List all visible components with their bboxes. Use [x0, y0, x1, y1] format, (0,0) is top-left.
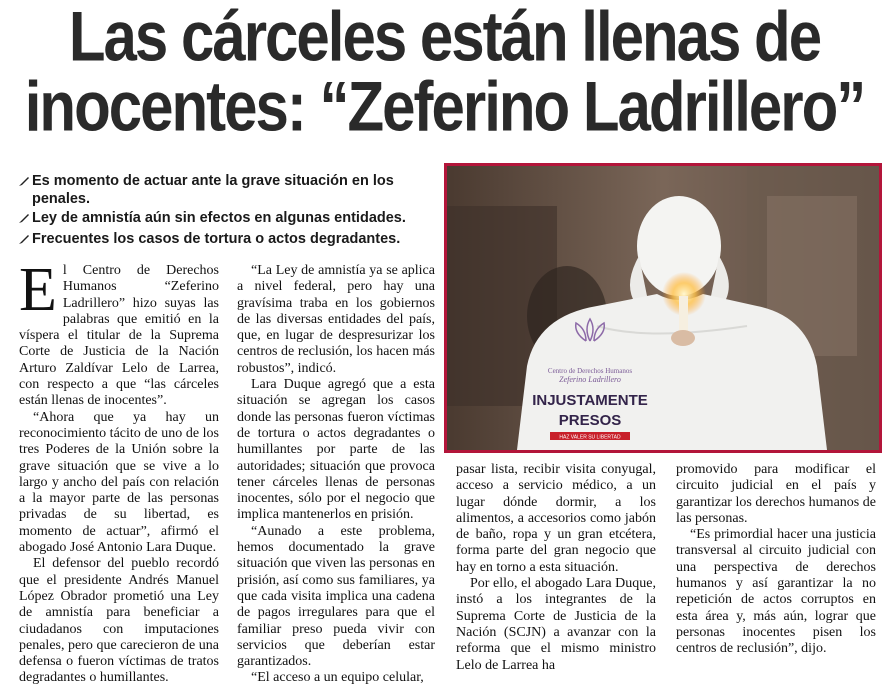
article-photo: [444, 163, 882, 453]
summary-bullet-text: Ley de amnistía aún sin efectos en algunas entidades.: [32, 210, 406, 226]
summary-bullets: [18, 172, 438, 251]
article-paragraph: Lara Duque agregó que a esta situación se agregan los casos donde las personas fueron víctimas de tortura o actos degradantes o humillantes por parte de las autoridades; situación que provoca tener cárceles llenas de personas inocentes, sólo por el negocio que implica mantenerlos en prisión.: [237, 377, 435, 523]
summary-bullet: [18, 230, 438, 250]
article-paragraph: Por ello, el abogado Lara Duque, instó a los integrantes de la Suprema Corte de Justicia de la Nación (SCJN) a avanzar con la reforma que el mismo ministro Lelo de Larrea ha: [456, 576, 656, 673]
shirt-org-line-1: Centro de Derechos Humanos: [547, 367, 633, 375]
article-paragraph: pasar lista, recibir visita conyugal, acceso a servicio médico, a un lugar dónde dormir, a los alimentos, a accesorios como jabón de baño, ropa y un gran etcétera, forma parte del gran negocio que hay en torno a esta situación.: [456, 462, 656, 575]
summary-bullet-text: Frecuentes los casos de tortura o actos degradantes.: [32, 231, 401, 247]
shirt-slogan-line-1: INJUSTAMENTE: [532, 392, 648, 409]
article-column-1: [19, 256, 219, 687]
drop-cap: E: [19, 256, 57, 324]
shirt-org-line-2: Zeferino Ladrillero: [559, 375, 621, 384]
article-paragraph: “El acceso a un equipo celular,: [251, 670, 424, 686]
article-paragraph: “La Ley de amnistía ya se aplica a nivel federal, pero hay una gravísima traba en los gobiernos de las diversas entidades del país, que, en lugar de despresurizar los centros de reclusión, los hacen más robustos”, indicó.: [237, 263, 435, 376]
shirt-slogan-line-2: PRESOS: [558, 412, 622, 429]
article-paragraph: El defensor del pueblo recordó que el presidente Andrés Manuel López Obrador prometió una Ley de amnistía para beneficiar a ciudadanos con imputaciones penales, pero que carecieron de una defensa o fueron víctimas de tratos degradantes o humillantes.: [19, 556, 219, 686]
headline-line-2: inocentes: “Zeferino Ladrillero”: [24, 66, 865, 146]
candle: [679, 296, 688, 336]
article-column-3: [456, 462, 656, 674]
article-column-2: [237, 263, 435, 687]
summary-bullet: [18, 209, 438, 229]
article-paragraph: “Ahora que ya hay un reconocimiento tácito de uno de los tres Poderes de la Unión sobre la grave situación que se vive a lo largo y ancho del país con relación a la mayor parte de las personas privadas de su libertad, es momento de actuar”, afirmó el abogado José Antonio Lara Duque.: [19, 409, 219, 556]
shirt-small-print: HAZ VALER SU LIBERTAD: [559, 434, 621, 441]
pen-bullet-icon: [18, 211, 32, 229]
pen-bullet-icon: [18, 232, 32, 250]
article-column-4: [676, 462, 876, 658]
pen-bullet-icon: [18, 174, 32, 192]
article-paragraph: El Centro de Derechos Humanos “Zeferino Ladrillero” hizo suyas las palabras que emitió en la víspera el titular de la Suprema Corte de Justicia de la Nación Arturo Zaldívar Lelo de Larrea, con respecto a que “las cárceles están llenas de inocentes”.: [19, 256, 219, 409]
headline-line-1: Las cárceles están llenas de: [68, 0, 821, 76]
summary-bullet: [18, 172, 438, 208]
article-paragraph: promovido para modificar el circuito judicial en el país y garantizar los derechos humanos de las personas.: [676, 462, 876, 526]
article-paragraph: “Aunado a este problema, hemos documentado la grave situación que viven las personas en prisión, así como sus familiares, ya que cada visita implica una cadena de pagos irregulares para que el familiar preso pueda vivir con servicios que deberían estar garantizados.: [237, 523, 435, 670]
article-paragraph: “Es primordial hacer una justicia transversal al circuito judicial con una perspectiva de derechos humanos y así garantizar la no repetición de actos corruptos en esta área y, más aún, lograr que personas inocentes pisen los centros de reclusión”, dijo.: [676, 527, 876, 657]
protester-photo: [447, 166, 879, 450]
summary-bullet-text: Es momento de actuar ante la grave situación en los penales.: [32, 173, 394, 207]
